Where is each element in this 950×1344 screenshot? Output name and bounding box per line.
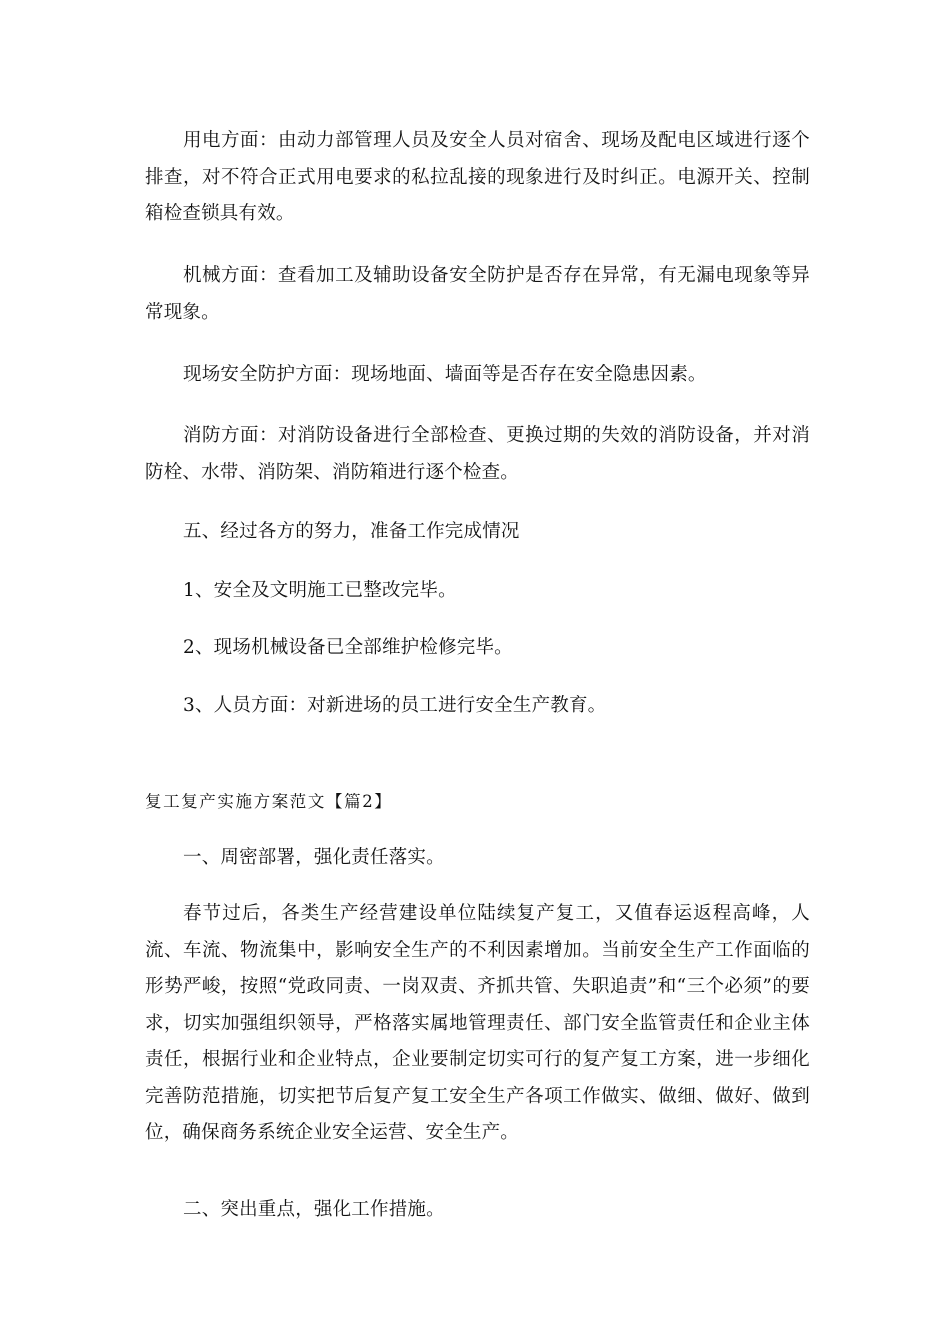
paragraph-site-safety: 现场安全防护方面：现场地面、墙面等是否存在安全隐患因素。 [183,364,707,385]
list-item-1: 1、安全及文明施工已整改完毕。 [183,580,457,601]
paragraph-section-two: 二、突出重点，强化工作措施。 [183,1199,445,1220]
list-item-2: 2、现场机械设备已全部维护检修完毕。 [183,637,513,658]
paragraph-spring-festival: 春节过后，各类生产经营建设单位陆续复产复工，又值春运返程高峰，人流、车流、物流集中，影响安全生产的不利因素增加。当前安全生产工作面临的形势严峻，按照“党政同责、一岗双责、齐抓共管、失职追责”和“三个必须”的要求，切实加强组织领导，严格落实属地管理责任、部门安全监管责任和企业主体责任，根据行业和企业特点，企业要制定切实可行的复产复工方案，进一步细化完善防范措施，切实把节后复产复工安全生产各项工作做实、做细、做好、做到位，确保商务系统企业安全运营、安全生产。 [145,903,810,1143]
section-heading: 复工复产实施方案范文【篇2】 [145,792,393,811]
paragraph-fire-protection: 消防方面：对消防设备进行全部检查、更换过期的失效的消防设备，并对消防栓、水带、消防架、消防箱进行逐个检查。 [145,425,810,483]
paragraph-section-one: 一、周密部署，强化责任落实。 [183,847,445,868]
list-item-3: 3、人员方面：对新进场的员工进行安全生产教育。 [183,695,607,716]
paragraph-section-five: 五、经过各方的努力，准备工作完成情况 [183,521,520,542]
paragraph-electricity: 用电方面：由动力部管理人员及安全人员对宿舍、现场及配电区域进行逐个排查，对不符合正式用电要求的私拉乱接的现象进行及时纠正。电源开关、控制箱检查锁具有效。 [145,130,810,224]
paragraph-machinery: 机械方面：查看加工及辅助设备安全防护是否存在异常，有无漏电现象等异常现象。 [145,265,810,323]
